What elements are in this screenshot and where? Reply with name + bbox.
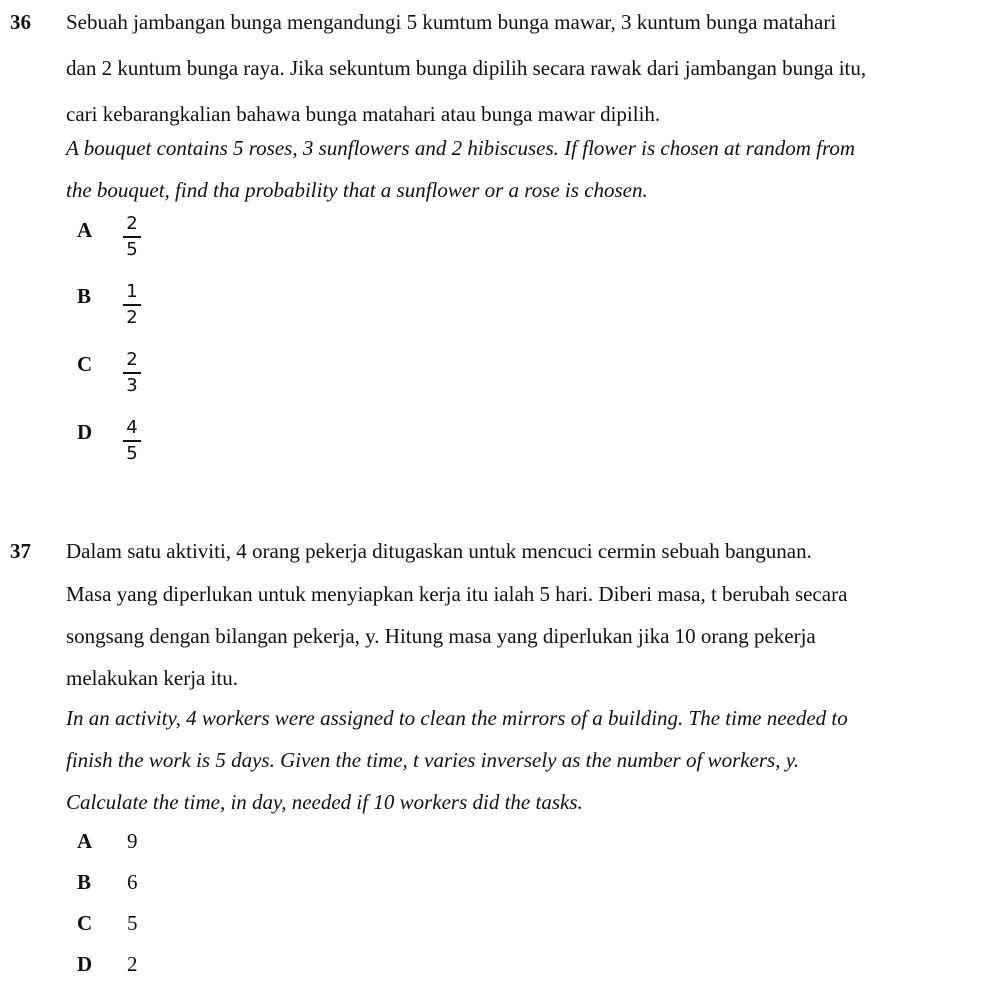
q37-option-b-letter: B xyxy=(77,870,92,894)
q37-option-d-value: 2 xyxy=(127,952,138,976)
q37-malay-line-4: melakukan kerja itu. xyxy=(66,666,239,690)
fraction-bar xyxy=(123,236,141,238)
q37-english-line-1: In an activity, 4 workers were assigned to clean the mirrors of a building. The time needed to xyxy=(66,706,848,730)
q36-malay-line-2: dan 2 kuntum bunga raya. Jika sekuntum bunga dipilih secara rawak dari jambangan bunga itu, xyxy=(66,56,867,80)
q37-option-a-letter: A xyxy=(77,829,93,853)
q37-option-b-value: 6 xyxy=(127,870,138,894)
q37-malay-line-2: Masa yang diperlukan untuk menyiapkan kerja itu ialah 5 hari. Diberi masa, t berubah secara xyxy=(66,582,848,606)
question-number: 36 xyxy=(10,10,31,34)
q36-option-c-fraction xyxy=(122,350,142,396)
fraction-numerator: 2 xyxy=(126,349,138,370)
q37-malay-line-3: songsang dengan bilangan pekerja, y. Hitung masa yang diperlukan jika 10 orang pekerja xyxy=(66,624,816,648)
q36-english-line-2: the bouquet, find tha probability that a sunflower or a rose is chosen. xyxy=(66,178,648,202)
q37-malay-line-1: Dalam satu aktiviti, 4 orang pekerja ditugaskan untuk mencuci cermin sebuah bangunan. xyxy=(66,539,812,563)
question-number: 37 xyxy=(10,539,31,563)
q37-english-line-2: finish the work is 5 days. Given the time, t varies inversely as the number of workers, y. xyxy=(66,748,800,772)
q36-english-line-1: A bouquet contains 5 roses, 3 sunflowers and 2 hibiscuses. If flower is chosen at random from xyxy=(66,136,856,160)
fraction-bar xyxy=(123,372,141,374)
q37-option-c-letter: C xyxy=(77,911,93,935)
fraction-denominator: 5 xyxy=(126,238,138,260)
q37-option-a-value: 9 xyxy=(127,829,138,853)
q36-option-d-fraction xyxy=(122,418,142,464)
q36-option-a-letter: A xyxy=(77,218,93,242)
fraction-numerator: 2 xyxy=(126,213,138,234)
q37-option-d-letter: D xyxy=(77,952,93,976)
q36-malay-line-3: cari kebarangkalian bahawa bunga matahari atau bunga mawar dipilih. xyxy=(66,102,661,126)
q37-option-c-value: 5 xyxy=(127,911,138,935)
fraction-numerator: 1 xyxy=(126,281,138,302)
q36-option-b-letter: B xyxy=(77,284,92,308)
fraction-numerator: 4 xyxy=(126,417,138,438)
fraction-bar xyxy=(123,304,141,306)
fraction-denominator: 2 xyxy=(126,306,138,328)
q36-option-c-letter: C xyxy=(77,352,93,376)
fraction-bar xyxy=(123,440,141,442)
q36-malay-line-1: Sebuah jambangan bunga mengandungi 5 kumtum bunga mawar, 3 kuntum bunga matahari xyxy=(66,10,837,34)
fraction-denominator: 3 xyxy=(126,374,138,396)
q36-option-d-letter: D xyxy=(77,420,93,444)
q36-option-b-fraction xyxy=(122,282,142,328)
q36-option-a-fraction xyxy=(122,214,142,260)
fraction-denominator: 5 xyxy=(126,442,138,464)
q37-english-line-3: Calculate the time, in day, needed if 10 workers did the tasks. xyxy=(66,790,583,814)
